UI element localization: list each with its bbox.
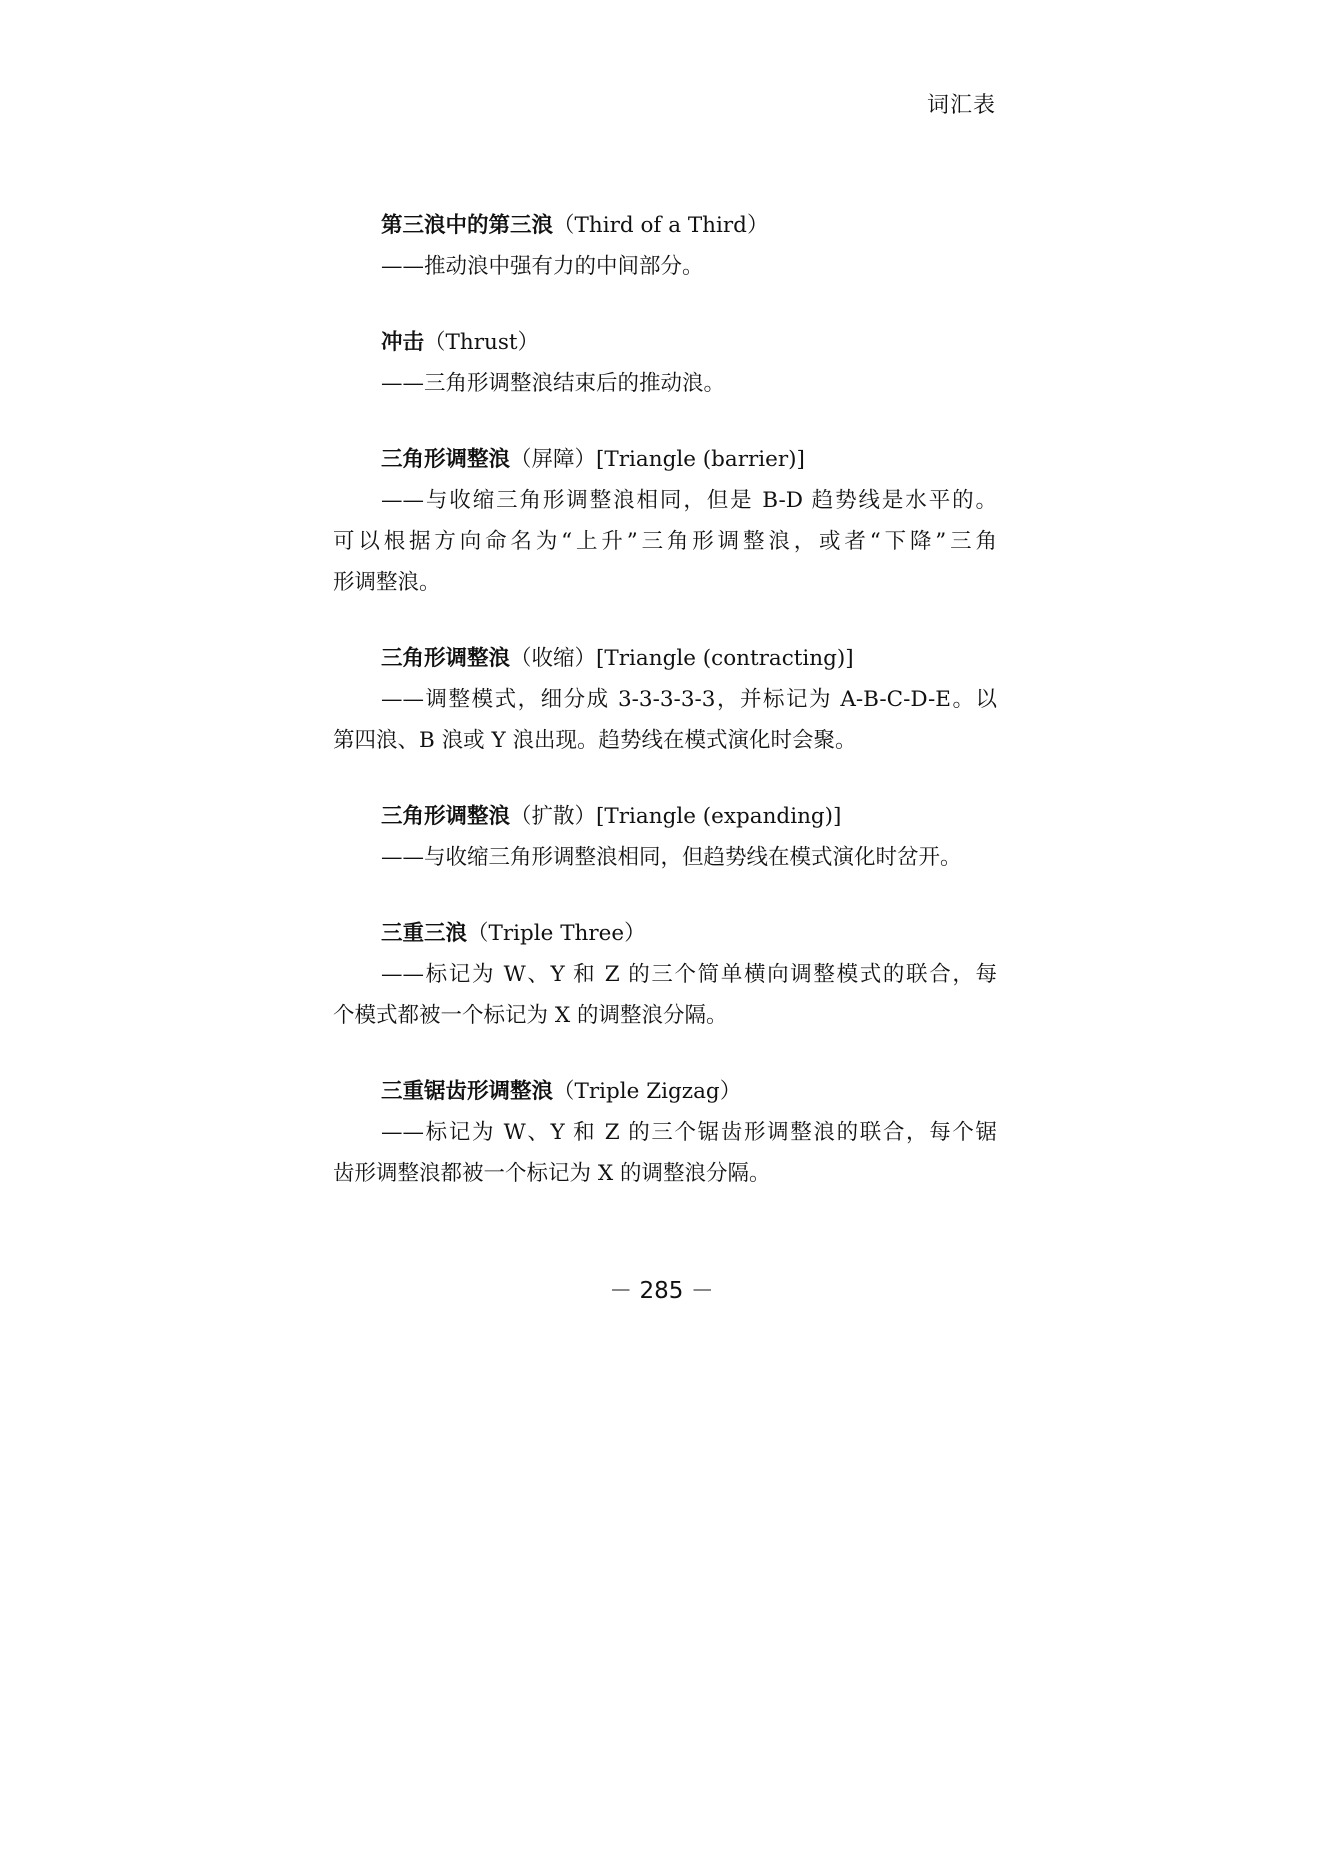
definition-line: 齿形调整浪都被一个标记为 X 的调整浪分隔。	[333, 1161, 771, 1186]
term-chinese: 第三浪中的第三浪	[381, 213, 554, 238]
definition-line: 形调整浪。	[333, 570, 441, 595]
definition-line: 第四浪、B 浪或 Y 浪出现。趋势线在模式演化时会聚。	[333, 728, 857, 753]
glossary-content	[333, 205, 997, 1229]
entry-definition	[333, 363, 997, 404]
entry-definition	[333, 480, 997, 603]
glossary-entry	[333, 796, 997, 878]
definition-line: 个模式都被一个标记为 X 的调整浪分隔。	[333, 1003, 728, 1028]
definition-line: ——三角形调整浪结束后的推动浪。	[381, 371, 726, 396]
entry-definition	[333, 246, 997, 287]
term-chinese: 三角形调整浪	[381, 646, 511, 671]
definition-line: ——与收缩三角形调整浪相同，但趋势线在模式演化时岔开。	[381, 845, 962, 870]
term-chinese: 三重锯齿形调整浪	[381, 1079, 554, 1104]
term-chinese: 三重三浪	[381, 921, 468, 946]
definition-line: ——与收缩三角形调整浪相同，但是 B-D 趋势线是水平的。	[381, 488, 997, 513]
running-header: 词汇表	[926, 93, 996, 118]
glossary-entry	[333, 638, 997, 761]
glossary-entry	[333, 913, 997, 1036]
entry-definition	[333, 837, 997, 878]
page-number: － 285 －	[609, 1278, 714, 1304]
term-english: （Triple Three）	[467, 921, 646, 946]
term-chinese: 冲击	[381, 330, 425, 355]
entry-definition	[333, 679, 997, 761]
entry-term	[333, 913, 997, 954]
term-english: （Triple Zigzag）	[553, 1079, 742, 1104]
entry-term	[333, 1071, 997, 1112]
definition-line: 可以根据方向命名为“上升”三角形调整浪，或者“下降”三角	[333, 529, 997, 554]
glossary-entry	[333, 439, 997, 603]
term-english: （Thrust）	[424, 330, 540, 355]
definition-line: ——标记为 W、Y 和 Z 的三个简单横向调整模式的联合，每	[381, 962, 997, 987]
term-chinese: 三角形调整浪	[381, 804, 511, 829]
definition-line: ——推动浪中强有力的中间部分。	[381, 254, 704, 279]
term-english: （屏障）[Triangle (barrier)]	[510, 447, 805, 472]
entry-term	[333, 796, 997, 837]
definition-line: ——调整模式，细分成 3-3-3-3-3，并标记为 A-B-C-D-E。以	[381, 687, 997, 712]
term-english: （Third of a Third）	[553, 213, 769, 238]
entry-definition	[333, 1112, 997, 1194]
term-english: （扩散）[Triangle (expanding)]	[510, 804, 842, 829]
entry-term	[333, 439, 997, 480]
glossary-entry	[333, 205, 997, 287]
term-chinese: 三角形调整浪	[381, 447, 511, 472]
glossary-entry	[333, 322, 997, 404]
glossary-entry	[333, 1071, 997, 1194]
term-english: （收缩）[Triangle (contracting)]	[510, 646, 854, 671]
definition-line: ——标记为 W、Y 和 Z 的三个锯齿形调整浪的联合，每个锯	[381, 1120, 997, 1145]
entry-term	[333, 638, 997, 679]
entry-term	[333, 322, 997, 363]
entry-definition	[333, 954, 997, 1036]
entry-term	[333, 205, 997, 246]
